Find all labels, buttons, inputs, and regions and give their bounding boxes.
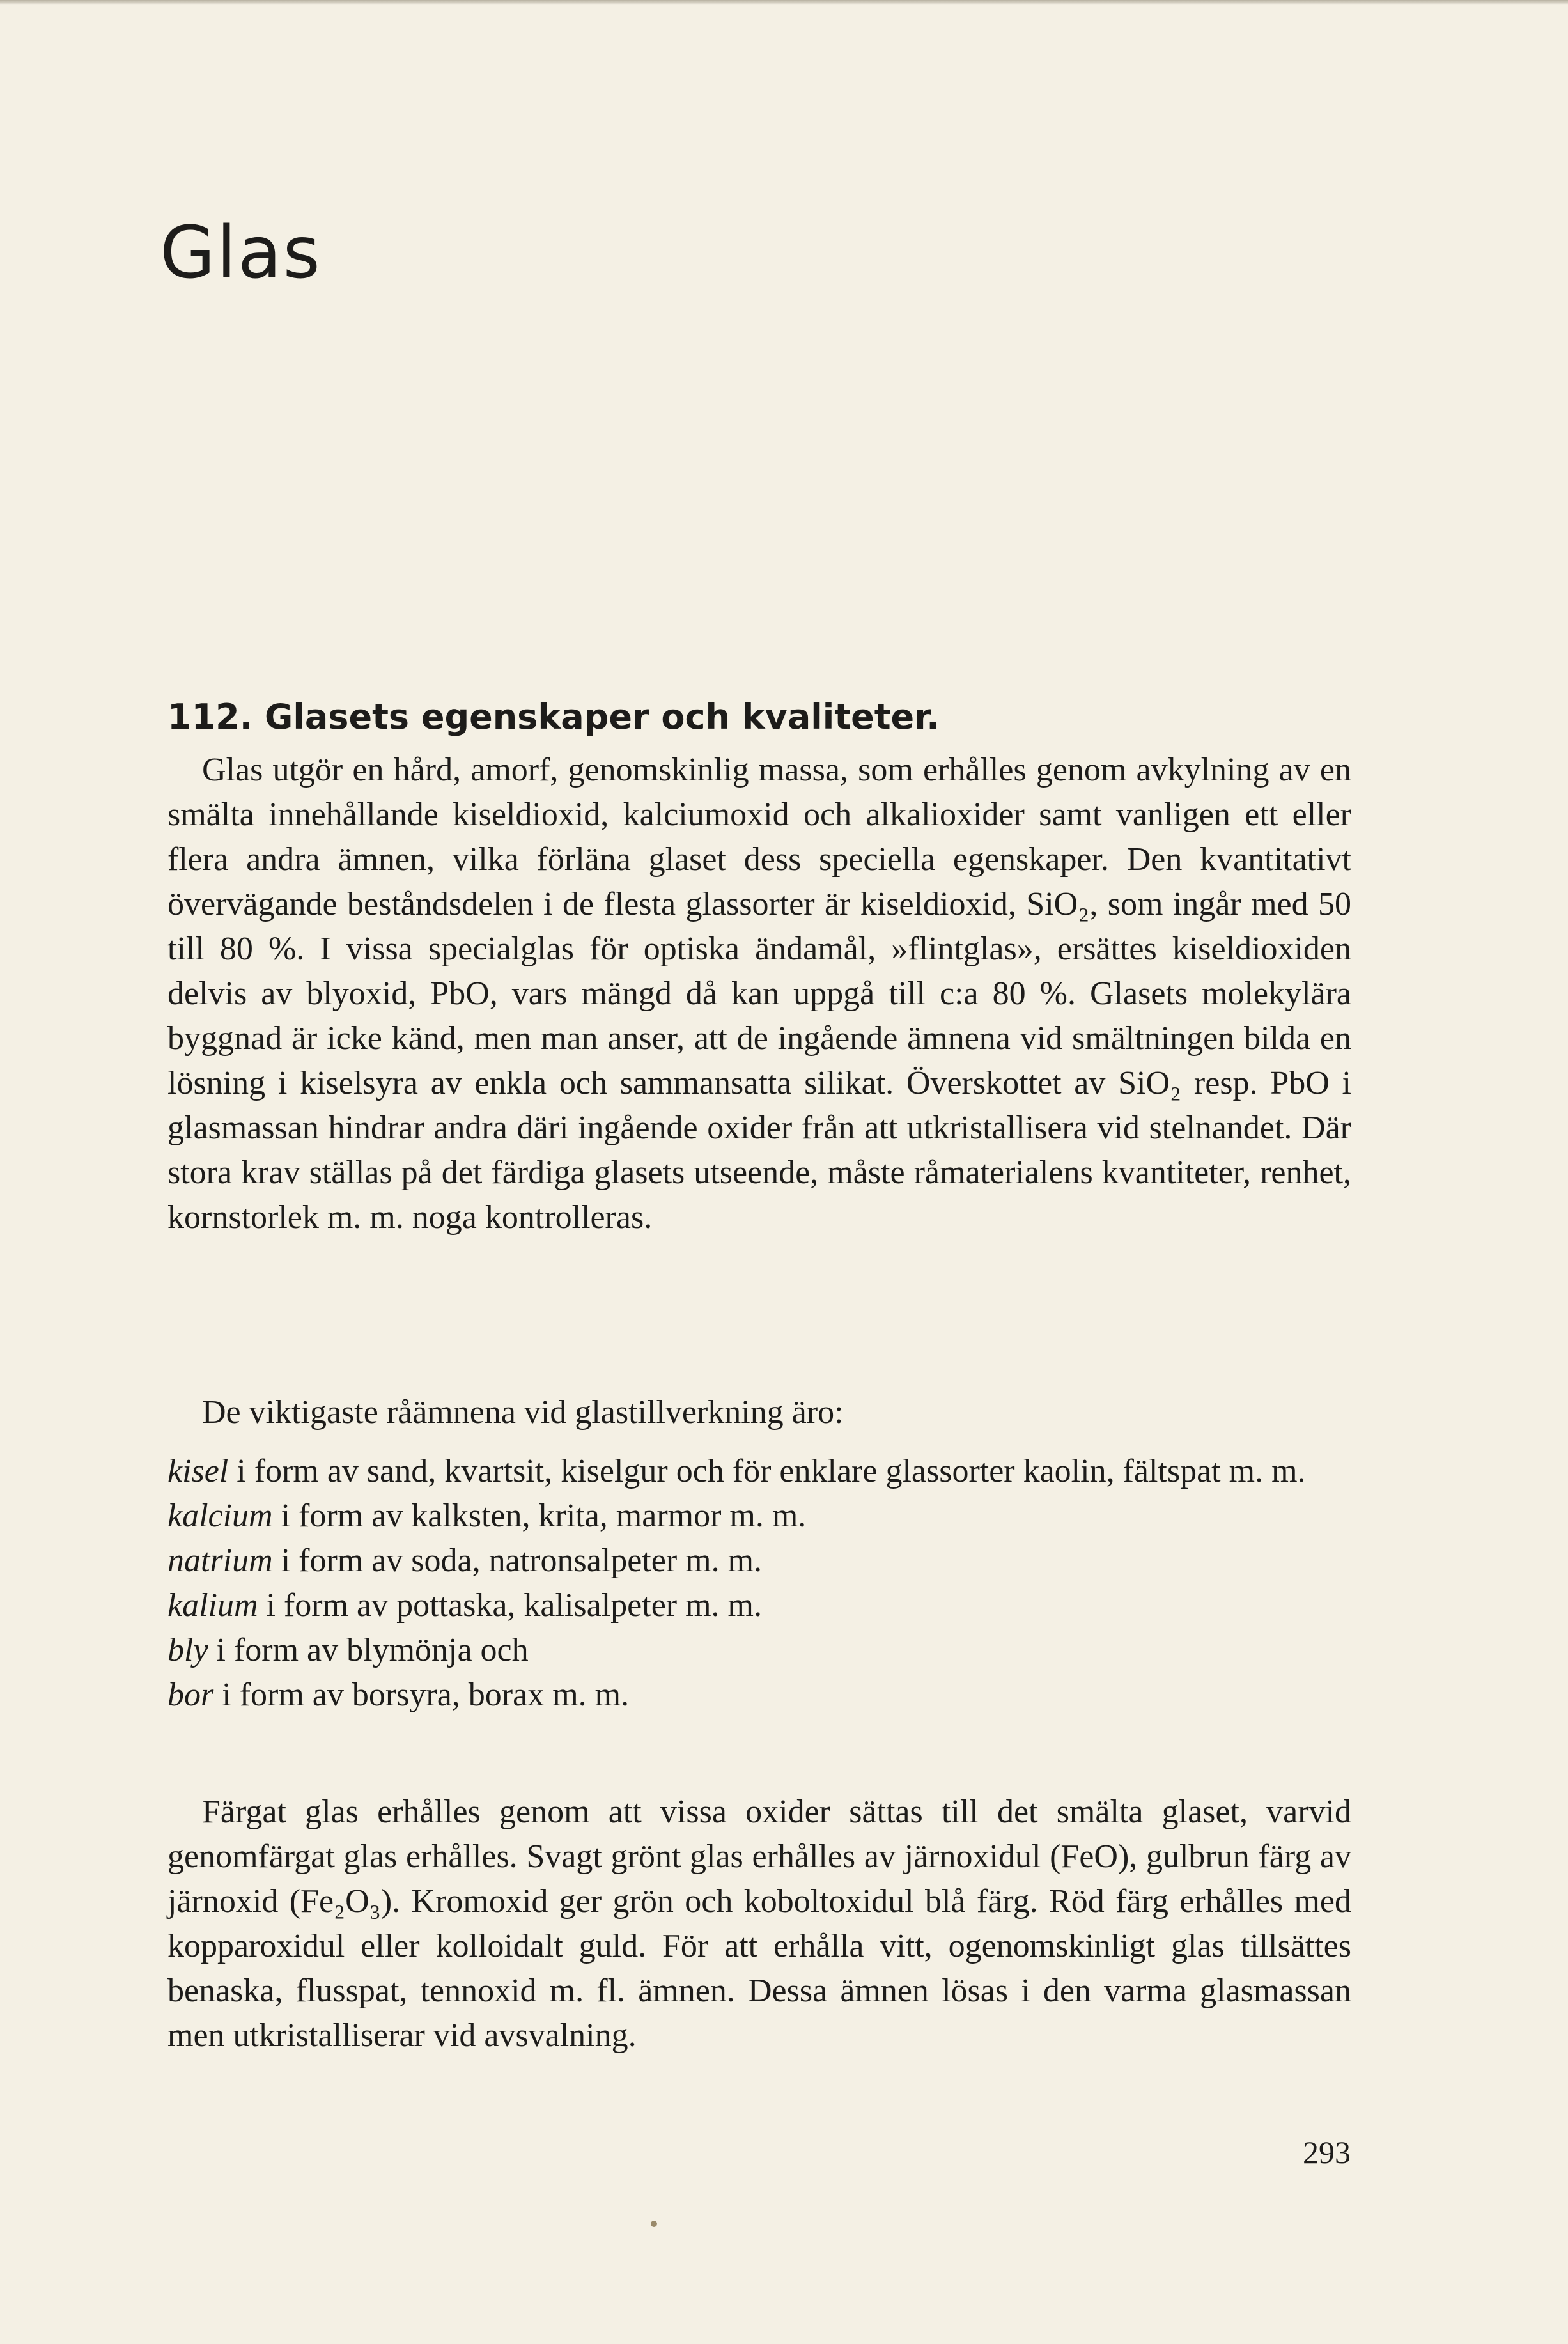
material-term: kalium	[167, 1587, 258, 1624]
list-item	[167, 1494, 1351, 1539]
list-item	[167, 1583, 1351, 1628]
material-term: natrium	[167, 1542, 273, 1579]
body-text-1	[167, 748, 1351, 1240]
body-text-2	[167, 1790, 1351, 2058]
material-description: i form av blymönja och	[208, 1632, 529, 1668]
raw-materials-section	[167, 1390, 1351, 1718]
raw-materials-list	[167, 1449, 1351, 1718]
list-item	[167, 1628, 1351, 1673]
scan-top-edge	[0, 0, 1568, 5]
paragraph-composition: Glas utgör en hård, amorf, genomskinlig massa, som erhålles genom avkylning av en smälta innehållande kiseldioxid, kalciumoxid och alkalioxider samt vanligen ett eller flera andra ämnen, vilka förläna glaset dess speciella egenskaper. Den kvantitativt övervägande beståndsdelen i de flesta glassorter är kiseldioxid, SiO₂, som ingår med 50 till 80 %. I vissa specialglas för optiska ändamål, »flintglas», ersättes kiseldioxiden delvis av blyoxid, PbO, vars mängd då kan uppgå till c:a 80 %. Glasets molekylära byggnad är icke känd, men man anser, att de ingående ämnena vid smältningen bilda en lösning i kiselsyra av enkla och sammansatta silikat. Överskottet av SiO₂ resp. PbO i glasmassan hindrar andra däri ingående oxider från att utkristallisera vid stelnandet. Där stora krav ställas på det färdiga glasets utseende, måste råmaterialens kvantiteter, renhet, kornstorlek m. m. noga kontrolleras.	[167, 752, 1351, 1236]
material-term: kisel	[167, 1453, 229, 1489]
paragraph-coloring: Färgat glas erhålles genom att vissa oxider sättas till det smälta glaset, varvid genomfärgat glas erhålles. Svagt grönt glas erhålles av järnoxidul (FeO), gulbrun färg av järnoxid (Fe₂O₃). Kromoxid ger grön och koboltoxidul blå färg. Röd färg erhålles med kopparoxidul eller kolloidalt guld. För att erhålla vitt, ogenomskinligt glas tillsättes benaska, flusspat, tennoxid m. fl. ämnen. Dessa ämnen lösas i den varma glasmassan men utkristalliserar vid avsvalning.	[167, 1794, 1351, 2054]
chapter-title: Glas	[160, 212, 322, 295]
section-heading: 112. Glasets egenskaper och kvaliteter.	[167, 697, 940, 737]
page-number: 293	[1303, 2134, 1351, 2170]
material-description: i form av kalksten, krita, marmor m. m.	[272, 1498, 807, 1534]
material-term: kalcium	[167, 1498, 273, 1534]
material-description: i form av borsyra, borax m. m.	[213, 1677, 630, 1713]
material-description: i form av sand, kvartsit, kiselgur och för enklare glassorter kaolin, fältspat m. m.	[228, 1453, 1306, 1489]
list-item	[167, 1449, 1351, 1494]
material-term: bly	[167, 1632, 208, 1668]
material-term: bor	[167, 1677, 214, 1713]
material-description: i form av pottaska, kalisalpeter m. m.	[258, 1587, 762, 1624]
material-description: i form av soda, natronsalpeter m. m.	[272, 1542, 763, 1579]
list-item	[167, 1673, 1351, 1718]
scan-speck	[651, 2221, 657, 2227]
list-item	[167, 1539, 1351, 1583]
raw-materials-intro: De viktigaste råämnena vid glastillverkning äro:	[202, 1394, 844, 1431]
